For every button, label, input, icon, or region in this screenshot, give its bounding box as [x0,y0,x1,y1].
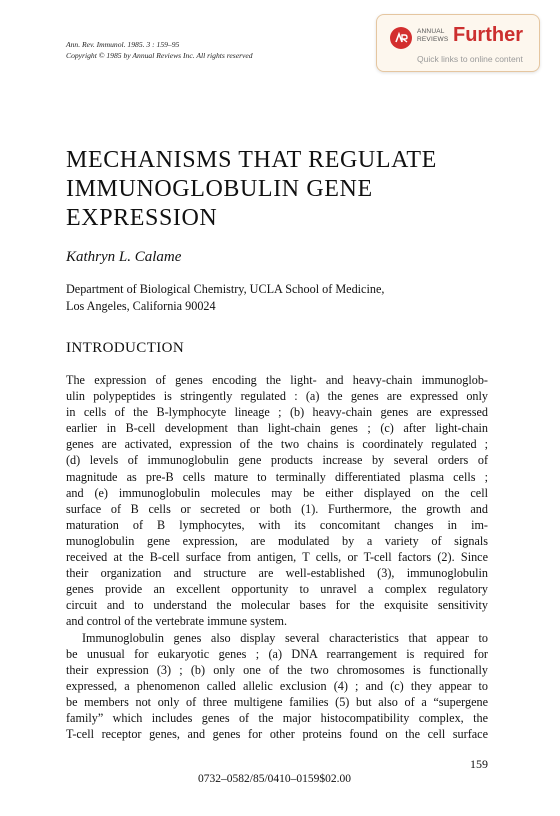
body-line: their organization and structure are well-established (3), immunoglobulin [66,566,488,581]
body-line: in cells of the B-lymphocyte lineage ; (b) heavy-chain genes are expressed [66,405,488,420]
body-line: munoglobulin gene expression, are modulated by a variety of signals [66,533,488,548]
title-line: EXPRESSION [66,205,218,231]
article-title [66,146,506,233]
annual-reviews-wordmark [417,28,448,43]
further-subtitle: Quick links to online content [417,54,523,64]
body-line: earlier in B-cell development than light-chain genes ; (c) after light-chain [66,421,488,436]
body-line: received at the B-cell surface from antigen, T cells, or T-cell factors (2). Since [66,550,488,565]
wordmark-line-2: REVIEWS [417,35,449,43]
body-line: maturation of B lymphocytes, with its concomitant changes in im- [66,517,488,532]
body-line: ulin polypeptides is stringently regulated : (a) the genes are expressed only [66,389,488,404]
body-line: genes provide an excellent opportunity to unravel a complex regulatory [66,582,488,597]
wordmark-line-1: ANNUAL [417,28,445,35]
journal-citation: Ann. Rev. Immunol. 1985. 3 : 159–95 [66,40,180,49]
body-line: T-cell receptor genes, and genes for other proteins found on the cell surface [66,727,488,742]
affiliation-line: Department of Biological Chemistry, UCLA School of Medicine, [66,282,385,296]
author-affiliation [66,281,384,314]
body-line: circuit and to understand the molecular bases for the exquisite sensitivity [66,598,488,613]
further-label: Further [453,24,523,46]
body-line: and control of the vertebrate immune system. [66,614,287,629]
body-line: their expression (3) ; (b) only one of the two chromosomes is functionally [66,662,488,677]
title-line: MECHANISMS THAT REGULATE [66,147,437,173]
body-line: The expression of genes encoding the light- and heavy-chain immunoglob- [66,373,488,387]
body-line: magnitude as pre-B cells mature to terminally differentiated plasma cells ; [66,469,488,484]
author-name: Kathryn L. Calame [66,249,182,265]
body-line: (d) levels of immunoglobulin gene products increase by several orders of [66,453,488,468]
body-line: genes are activated, expression of the two chains is coordinately regulated ; [66,437,488,452]
journal-reference [66,40,253,61]
copyright-notice: Copyright © 1985 by Annual Reviews Inc. All rights reserved [66,50,253,60]
article-code: 0732–0582/85/0410–0159$02.00 [198,773,352,785]
page-number: 159 [470,757,488,771]
further-link-badge[interactable] [376,14,540,72]
body-line: and (e) immunoglobulin molecules may be either displayed on the cell [66,485,488,500]
body-line: family” which includes genes of the major histocompatibility complex, the [66,710,488,725]
body-line: Immunoglobulin genes also display several characteristics that appear to [82,630,488,645]
body-text [66,372,488,742]
section-heading: INTRODUCTION [66,340,185,356]
annual-reviews-logo-icon [390,27,412,49]
body-line: be members not only of three multigene families (5) but also of a “supergene [66,694,488,709]
body-line: expressed, a phenomenon called allelic exclusion (4) ; and (c) they appear to [66,678,488,693]
body-line: be unusual for eukaryotic genes ; (a) DNA rearrangement is required for [66,646,488,661]
body-line: surface of B cells or secreted or both (1). Furthermore, the growth and [66,501,488,516]
affiliation-line: Los Angeles, California 90024 [66,298,216,313]
title-line: IMMUNOGLOBULIN GENE [66,176,373,202]
